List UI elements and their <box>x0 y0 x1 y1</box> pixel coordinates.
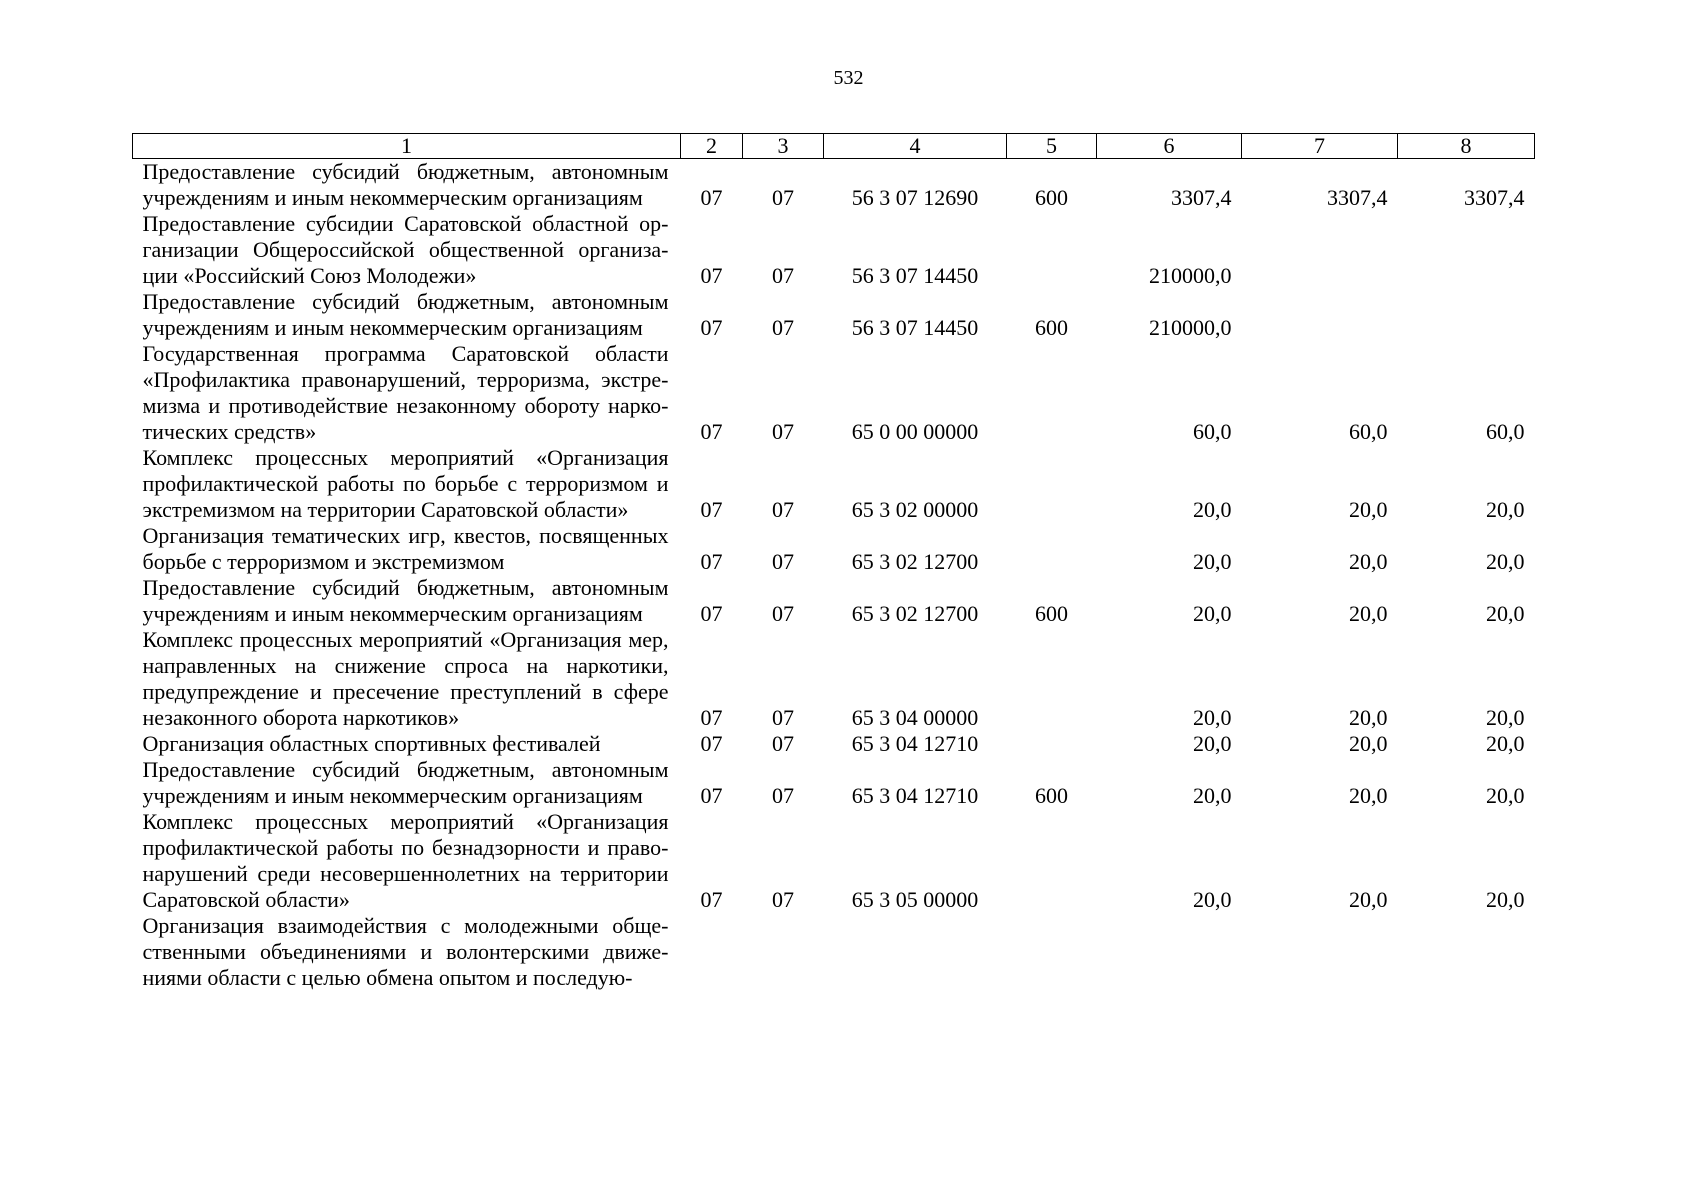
row-section-cell: 07 <box>700 705 723 730</box>
row-name-text: Предоставление субсидий бюджетным, автономным <box>142 757 669 782</box>
row-expense-type-cell <box>1007 627 1097 731</box>
row-subsection-cell: 07 <box>772 263 794 288</box>
row-section-cell: 07 <box>700 185 723 210</box>
column-header-target-article: 4 <box>824 134 1007 159</box>
row-name-text: Саратовской области» <box>142 887 350 912</box>
row-name-text: незаконного оборота наркотиков» <box>142 705 460 730</box>
row-target-article-cell: 65 3 04 00000 <box>851 705 979 730</box>
row-name-text: ганизации Общероссийской общественной организа- <box>142 237 669 262</box>
row-expense-type-cell: 600 <box>1035 601 1068 626</box>
row-amount-1-cell: 20,0 <box>1193 497 1232 522</box>
row-name-cell <box>133 809 681 913</box>
row-name-text: Организация областных спортивных фестивалей <box>142 731 601 756</box>
row-name-text: мизма и противодействие незаконному обороту нарко- <box>142 393 669 418</box>
table-row <box>133 627 1535 731</box>
row-amount-3-cell: 20,0 <box>1486 497 1525 522</box>
column-number-row <box>133 134 1535 159</box>
row-amount-1-cell: 3307,4 <box>1171 185 1232 210</box>
row-target-article-cell: 56 3 07 14450 <box>851 315 979 340</box>
row-name-cell <box>133 445 681 523</box>
row-section-cell: 07 <box>700 263 723 288</box>
table-row <box>133 757 1535 809</box>
row-name-text: Предоставление субсидий бюджетным, автономным <box>142 289 669 314</box>
row-section-cell: 07 <box>700 731 723 756</box>
row-target-article-cell <box>824 913 1007 991</box>
row-expense-type-cell <box>1007 445 1097 523</box>
row-subsection-cell: 07 <box>772 549 794 574</box>
row-amount-3-cell: 60,0 <box>1486 419 1525 444</box>
row-amount-2-cell: 20,0 <box>1349 731 1388 756</box>
column-header-section: 2 <box>681 134 743 159</box>
page-number: 532 <box>833 67 864 89</box>
row-subsection-cell: 07 <box>772 731 794 756</box>
table-row <box>133 809 1535 913</box>
row-subsection-cell: 07 <box>772 497 794 522</box>
row-amount-3-cell: 20,0 <box>1486 887 1525 912</box>
row-name-text: нарушений среди несовершеннолетних на территории <box>142 861 669 886</box>
row-amount-2-cell <box>1242 211 1398 289</box>
row-name-text: учреждениям и иным некоммерческим организациям <box>142 601 643 626</box>
row-name-cell <box>133 627 681 731</box>
row-section-cell: 07 <box>700 549 723 574</box>
budget-table <box>132 133 1535 991</box>
row-name-cell <box>133 289 681 341</box>
row-name-text: учреждениям и иным некоммерческим организациям <box>142 783 643 808</box>
row-name-text: Комплекс процессных мероприятий «Организация <box>142 809 669 834</box>
row-amount-2-cell: 3307,4 <box>1327 185 1388 210</box>
column-header-subsection: 3 <box>743 134 824 159</box>
row-amount-1-cell: 20,0 <box>1193 887 1232 912</box>
row-subsection-cell: 07 <box>772 315 794 340</box>
row-name-cell <box>133 211 681 289</box>
column-header-amount-1: 6 <box>1097 134 1242 159</box>
row-name-text: Предоставление субсидии Саратовской областной ор- <box>142 211 669 236</box>
row-amount-1-cell: 20,0 <box>1193 783 1232 808</box>
row-amount-3-cell: 20,0 <box>1486 601 1525 626</box>
row-section-cell: 07 <box>700 601 723 626</box>
row-amount-3-cell: 3307,4 <box>1464 185 1525 210</box>
row-name-text: Организация тематических игр, квестов, посвященных <box>142 523 669 548</box>
row-subsection-cell: 07 <box>772 185 794 210</box>
row-target-article-cell: 65 3 02 12700 <box>851 549 979 574</box>
row-name-text: мер, направленных на снижение спроса на наркотики, <box>142 627 669 678</box>
table-row <box>133 913 1535 991</box>
row-subsection-cell: 07 <box>772 887 794 912</box>
row-expense-type-cell: 600 <box>1035 783 1068 808</box>
row-name-text: Государственная программа Саратовской области <box>142 341 669 366</box>
row-amount-3-cell <box>1398 913 1535 991</box>
row-amount-1-cell: 210000,0 <box>1149 263 1232 288</box>
column-header-expense-type: 5 <box>1007 134 1097 159</box>
row-target-article-cell: 56 3 07 14450 <box>851 263 979 288</box>
row-name-text: учреждениям и иным некоммерческим организациям <box>142 315 643 340</box>
row-target-article-cell: 65 3 02 12700 <box>851 601 979 626</box>
row-expense-type-cell <box>1007 211 1097 289</box>
row-name-cell <box>133 731 681 757</box>
table-row <box>133 731 1535 757</box>
row-amount-3-cell: 20,0 <box>1486 731 1525 756</box>
row-name-text: предупреждение и пресечение преступлений в сфере <box>142 679 669 704</box>
row-name-text: профилактической работы по борьбе с терроризмом и <box>142 471 669 496</box>
table-row <box>133 341 1535 445</box>
column-header-name: 1 <box>133 134 681 159</box>
table-body <box>133 159 1535 992</box>
row-expense-type-cell <box>1007 523 1097 575</box>
row-target-article-cell: 65 3 02 00000 <box>851 497 979 522</box>
table-row <box>133 523 1535 575</box>
row-amount-1-cell: 20,0 <box>1193 705 1232 730</box>
row-name-cell <box>133 523 681 575</box>
table-row <box>133 211 1535 289</box>
row-name-text: Комплекс процессных мероприятий «Организация <box>142 627 622 652</box>
row-expense-type-cell: 600 <box>1035 185 1068 210</box>
row-name-text: ции «Российский Союз Молодежи» <box>142 263 477 288</box>
row-amount-2-cell: 20,0 <box>1349 601 1388 626</box>
row-subsection-cell <box>743 913 824 991</box>
row-name-text: ниями области с целью обмена опытом и последую- <box>142 965 633 990</box>
row-name-cell <box>133 913 681 991</box>
row-amount-2-cell: 20,0 <box>1349 705 1388 730</box>
row-amount-1-cell <box>1097 913 1242 991</box>
row-name-text: Предоставление субсидий бюджетным, автономным <box>142 575 669 600</box>
row-amount-2-cell: 20,0 <box>1349 497 1388 522</box>
row-target-article-cell: 65 3 05 00000 <box>851 887 979 912</box>
row-name-cell <box>133 341 681 445</box>
row-amount-3-cell <box>1398 211 1535 289</box>
row-name-text: Организация взаимодействия с молодежными обще- <box>142 913 669 938</box>
row-target-article-cell: 56 3 07 12690 <box>851 185 979 210</box>
column-header-amount-2: 7 <box>1242 134 1398 159</box>
row-target-article-cell: 65 3 04 12710 <box>851 731 979 756</box>
row-name-text: учреждениям и иным некоммерческим организациям <box>142 185 643 210</box>
row-subsection-cell: 07 <box>772 783 794 808</box>
table-row <box>133 575 1535 627</box>
row-expense-type-cell: 600 <box>1035 315 1068 340</box>
row-name-text: «Профилактика правонарушений, терроризма, экстре- <box>142 367 669 392</box>
row-amount-2-cell: 20,0 <box>1349 549 1388 574</box>
row-amount-1-cell: 20,0 <box>1193 549 1232 574</box>
row-name-cell <box>133 757 681 809</box>
row-subsection-cell: 07 <box>772 705 794 730</box>
row-section-cell: 07 <box>700 887 723 912</box>
row-expense-type-cell <box>1007 913 1097 991</box>
row-name-text: экстремизмом на территории Саратовской области» <box>142 497 629 522</box>
table-row <box>133 445 1535 523</box>
row-target-article-cell: 65 3 04 12710 <box>851 783 979 808</box>
table-row <box>133 159 1535 212</box>
row-name-text: профилактической работы по безнадзорности и право- <box>142 835 669 860</box>
row-amount-2-cell: 60,0 <box>1349 419 1388 444</box>
row-amount-1-cell: 20,0 <box>1193 601 1232 626</box>
row-name-text: Комплекс процессных мероприятий «Организация <box>142 445 669 470</box>
row-amount-1-cell: 210000,0 <box>1149 315 1232 340</box>
row-amount-2-cell: 20,0 <box>1349 887 1388 912</box>
row-section-cell <box>681 913 743 991</box>
row-name-text: Предоставление субсидий бюджетным, автономным <box>142 159 669 184</box>
row-expense-type-cell <box>1007 731 1097 757</box>
row-amount-2-cell: 20,0 <box>1349 783 1388 808</box>
row-amount-3-cell <box>1398 289 1535 341</box>
row-name-text: борьбе с терроризмом и экстремизмом <box>142 549 505 574</box>
row-section-cell: 07 <box>700 315 723 340</box>
table-row <box>133 289 1535 341</box>
row-name-cell <box>133 159 681 212</box>
row-amount-1-cell: 60,0 <box>1193 419 1232 444</box>
row-name-cell <box>133 575 681 627</box>
column-header-amount-3: 8 <box>1398 134 1535 159</box>
row-target-article-cell: 65 0 00 00000 <box>851 419 979 444</box>
row-amount-3-cell: 20,0 <box>1486 705 1525 730</box>
row-section-cell: 07 <box>700 497 723 522</box>
row-expense-type-cell <box>1007 809 1097 913</box>
row-amount-2-cell <box>1242 913 1398 991</box>
row-name-text: тических средств» <box>142 419 317 444</box>
row-expense-type-cell <box>1007 341 1097 445</box>
row-amount-3-cell: 20,0 <box>1486 549 1525 574</box>
row-amount-1-cell: 20,0 <box>1193 731 1232 756</box>
row-section-cell: 07 <box>700 419 723 444</box>
row-amount-2-cell <box>1242 289 1398 341</box>
row-amount-3-cell: 20,0 <box>1486 783 1525 808</box>
row-section-cell: 07 <box>700 783 723 808</box>
row-subsection-cell: 07 <box>772 601 794 626</box>
row-name-text: ственными объединениями и волонтерскими движе- <box>142 939 669 964</box>
row-subsection-cell: 07 <box>772 419 794 444</box>
